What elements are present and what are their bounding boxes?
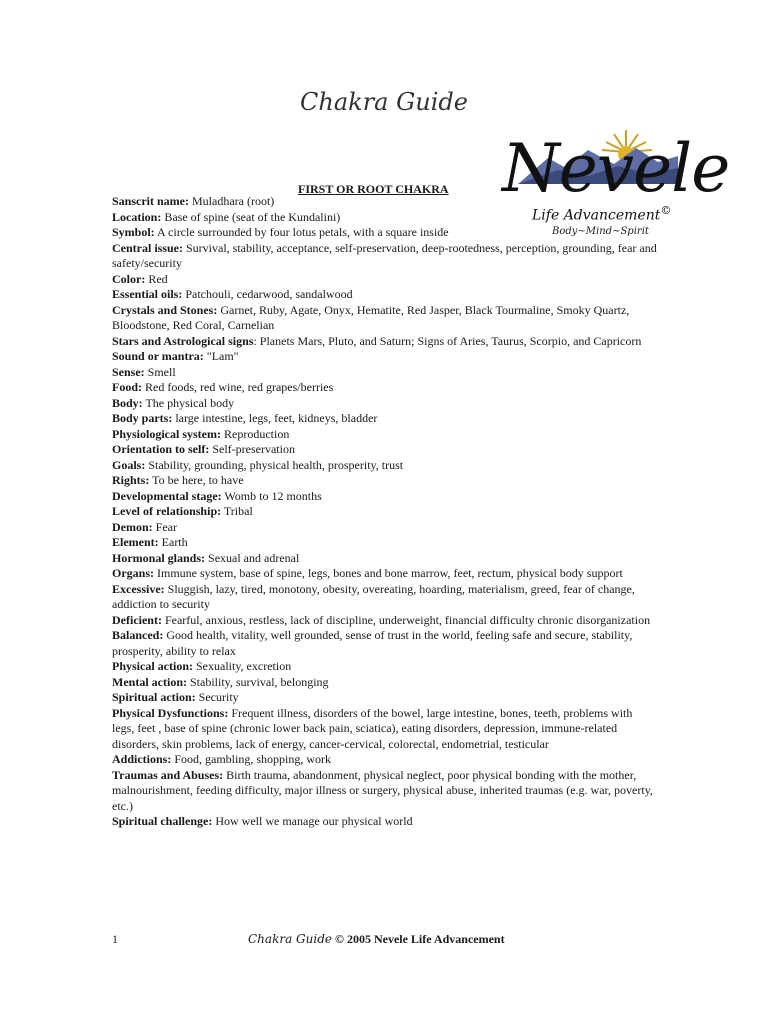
detail-label: Level of relationship: — [112, 504, 222, 518]
detail-line — [112, 380, 657, 396]
detail-label: Sanscrit name: — [112, 194, 189, 208]
detail-value: Survival, stability, acceptance, self-preservation, deep-rootedness, perception, grounding, fear and safety/security — [112, 240, 657, 270]
detail-label: Physiological system: — [112, 426, 221, 441]
detail-value: Sexual and adrenal — [205, 550, 300, 565]
detail-line — [112, 272, 657, 288]
detail-value: Red — [145, 271, 168, 286]
detail-value: Security — [195, 690, 239, 704]
detail-value: Fear — [152, 519, 177, 534]
detail-value: Sluggish, lazy, tired, monotony, obesity, overeating, hoarding, materialism, greed, fear of change, addiction to security — [112, 581, 635, 611]
detail-line — [112, 334, 657, 350]
detail-line — [112, 768, 657, 815]
detail-label: Central issue: — [112, 240, 183, 255]
detail-label: Deficient: — [112, 612, 162, 627]
detail-line — [112, 241, 657, 272]
detail-label: Element: — [112, 535, 159, 549]
detail-line — [112, 535, 657, 551]
detail-value: : Planets Mars, Pluto, and Saturn; Signs of Aries, Taurus, Scorpio, and Capricorn — [253, 333, 642, 348]
detail-label: Developmental stage: — [112, 488, 222, 503]
detail-value: Birth trauma, abandonment, physical neglect, poor physical bonding with the mother, malnourishment, feeding difficulty, major illness or surgery, physical abuse, inherited traumas (e.g. war, poverty, etc.) — [112, 767, 653, 813]
detail-label: Organs: — [112, 566, 154, 580]
detail-line — [112, 411, 657, 427]
detail-line — [112, 194, 482, 210]
detail-label: Body parts: — [112, 411, 173, 425]
detail-label: Orientation to self: — [112, 442, 210, 456]
logo-motto: Body~Mind~Spirit — [552, 226, 649, 237]
detail-label: Color: — [112, 271, 146, 286]
detail-line — [112, 225, 482, 241]
detail-label: Goals: — [112, 457, 146, 472]
detail-value: Red foods, red wine, red grapes/berries — [142, 380, 334, 394]
detail-label: Spiritual challenge: — [112, 814, 213, 828]
detail-value: Patchouli, cedarwood, sandalwood — [182, 287, 353, 301]
detail-line — [112, 473, 657, 489]
detail-value: To be here, to have — [149, 473, 244, 487]
detail-label: Sound or mantra: — [112, 349, 204, 363]
detail-line — [112, 690, 657, 706]
detail-label: Physical action: — [112, 659, 193, 673]
detail-line — [112, 659, 657, 675]
detail-value: Good health, vitality, well grounded, sense of trust in the world, feeling safe and secure, stability, prosperity, ability to relax — [112, 628, 633, 658]
detail-line — [112, 752, 657, 768]
detail-line — [112, 628, 657, 659]
chakra-details — [112, 194, 657, 830]
detail-label: Traumas and Abuses: — [112, 767, 224, 782]
detail-label: Rights: — [112, 473, 150, 487]
detail-value: Garnet, Ruby, Agate, Onyx, Hematite, Red Jasper, Black Tourmaline, Smoky Quartz, Bloodstone, Red Coral, Carnelian — [112, 302, 630, 332]
copyright-mark: © — [660, 204, 672, 217]
detail-value: large intestine, legs, feet, kidneys, bladder — [172, 411, 378, 425]
detail-value: Immune system, base of spine, legs, bones and bone marrow, feet, rectum, physical body support — [154, 566, 623, 580]
detail-label: Symbol: — [112, 225, 155, 239]
detail-value: A circle surrounded by four lotus petals, with a square inside — [154, 225, 449, 239]
detail-value: Stability, survival, belonging — [186, 674, 329, 689]
detail-line — [112, 520, 657, 536]
detail-value: Sexuality, excretion — [193, 659, 292, 673]
detail-line — [112, 303, 657, 334]
detail-value: Food, gambling, shopping, work — [171, 752, 332, 766]
detail-value: Smell — [144, 364, 176, 379]
detail-value: Self-preservation — [209, 442, 295, 456]
logo-brand: Nevele — [502, 130, 730, 207]
page-title: Chakra Guide — [300, 88, 468, 116]
detail-line — [112, 489, 657, 505]
detail-value: Base of spine (seat of the Kundalini) — [161, 209, 341, 224]
detail-line — [112, 349, 657, 365]
detail-line — [112, 675, 657, 691]
detail-label: Balanced: — [112, 628, 164, 642]
detail-line — [112, 396, 657, 412]
detail-label: Location: — [112, 209, 162, 224]
footer-copyright — [248, 932, 505, 947]
footer-copyright-text: © 2005 Nevele Life Advancement — [331, 932, 505, 946]
detail-line — [112, 504, 657, 520]
detail-label: Demon: — [112, 519, 153, 534]
detail-label: Body: — [112, 395, 143, 410]
footer-guide-title: Chakra Guide — [248, 932, 332, 946]
section-heading: FIRST OR ROOT CHAKRA — [298, 182, 449, 196]
detail-line — [112, 706, 657, 753]
detail-line — [112, 287, 657, 303]
detail-value: Fearful, anxious, restless, lack of discipline, underweight, financial difficulty chronic disorganization — [161, 612, 651, 627]
detail-line — [112, 814, 657, 830]
detail-value: Muladhara (root) — [189, 194, 275, 208]
detail-label: Spiritual action: — [112, 690, 196, 704]
detail-value: Stability, grounding, physical health, prosperity, trust — [145, 457, 404, 472]
detail-line — [112, 442, 657, 458]
detail-line — [112, 210, 482, 226]
detail-value: How well we manage our physical world — [212, 814, 413, 828]
detail-value: The physical body — [142, 395, 235, 410]
detail-line — [112, 427, 657, 443]
detail-value: Frequent illness, disorders of the bowel, large intestine, bones, teeth, problems with legs, feet , base of spine (chronic lower back pain, sciatica), eating disorders, depression, immune-related disorders, skin problems, lack of energy, cancer-cervical, colorectal, endometrial, testicular — [112, 705, 633, 751]
detail-label: Stars and Astrological signs — [112, 333, 254, 348]
detail-label: Hormonal glands: — [112, 550, 206, 565]
detail-line — [112, 458, 657, 474]
detail-line — [112, 582, 657, 613]
detail-value: Earth — [158, 535, 188, 549]
detail-label: Crystals and Stones: — [112, 302, 218, 317]
detail-value: Womb to 12 months — [221, 488, 322, 503]
detail-label: Essential oils: — [112, 287, 183, 301]
detail-line — [112, 365, 657, 381]
detail-label: Sense: — [112, 364, 145, 379]
detail-label: Addictions: — [112, 752, 172, 766]
detail-value: "Lam" — [203, 349, 239, 363]
detail-label: Excessive: — [112, 581, 165, 596]
logo-tagline-text: Life Advancement — [532, 207, 661, 224]
detail-value: Tribal — [221, 504, 253, 518]
detail-label: Mental action: — [112, 674, 187, 689]
detail-label: Physical Dysfunctions: — [112, 705, 229, 720]
page-number: 1 — [112, 932, 118, 946]
detail-line — [112, 613, 657, 629]
detail-label: Food: — [112, 380, 142, 394]
detail-value: Reproduction — [221, 426, 290, 441]
detail-line — [112, 566, 657, 582]
detail-line — [112, 551, 657, 567]
